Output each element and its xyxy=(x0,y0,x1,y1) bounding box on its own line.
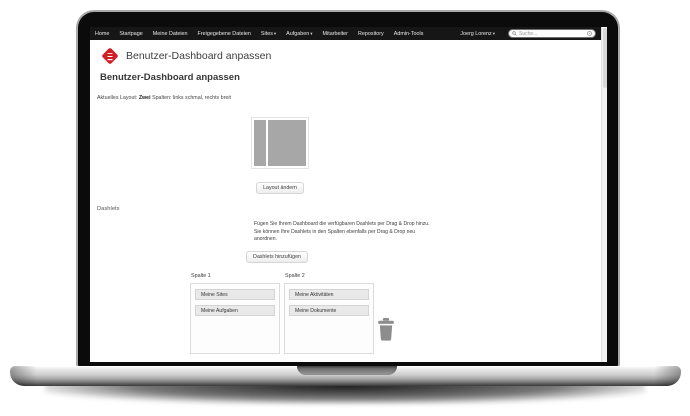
layout-thumb-right-column xyxy=(268,120,306,166)
current-layout-suffix: Spalten: links schmal, rechts breit xyxy=(150,95,231,101)
user-menu[interactable] xyxy=(460,31,495,37)
app-title: Benutzer-Dashboard anpassen xyxy=(126,49,272,62)
current-layout-text xyxy=(97,95,231,101)
app-header xyxy=(90,40,601,71)
app-window xyxy=(90,27,601,362)
nav-item-sites[interactable] xyxy=(261,31,276,37)
dashlets-instructions: Fügen Sie Ihrem Dashboard die verfügbaren Dashlets per Drag & Drop hinzu. Sie können Ihre Dashlets in den Spalten ebenfalls per Drag & Drop neu anordnen. xyxy=(254,221,430,243)
trash-icon[interactable] xyxy=(377,318,395,341)
search-options-icon[interactable] xyxy=(587,31,592,36)
column-1 xyxy=(190,273,280,354)
search-box[interactable] xyxy=(508,29,596,38)
nav-item-aufgaben[interactable] xyxy=(286,31,312,37)
layout-thumb-left-column xyxy=(254,120,266,166)
nav-item-repository[interactable]: Repository xyxy=(357,30,384,37)
dashlets-section-label: Dashlets xyxy=(97,206,120,212)
dashlet-meine-aktivitaeten[interactable]: Meine Aktivitäten xyxy=(289,289,369,300)
nav-item-freigegebene-dateien[interactable]: Freigegebene Dateien xyxy=(197,30,251,37)
laptop-screen xyxy=(90,27,607,362)
dashlet-meine-dokumente[interactable]: Meine Dokumente xyxy=(289,305,369,316)
scrollbar-thumb[interactable] xyxy=(603,28,607,88)
change-layout-button[interactable]: Layout ändern xyxy=(256,182,304,194)
add-dashlets-button[interactable]: Dashlets hinzufügen xyxy=(246,251,308,263)
search-icon xyxy=(512,31,517,36)
laptop-hinge-notch xyxy=(297,366,397,375)
nav-item-label: Aufgaben xyxy=(286,30,310,37)
nav-item-admin-tools[interactable]: Admin-Tools xyxy=(393,30,424,37)
nav-item-startpage[interactable]: Startpage xyxy=(119,30,143,37)
column-1-dropzone[interactable] xyxy=(190,283,280,354)
dashlet-meine-sites[interactable]: Meine Sites xyxy=(195,289,275,300)
nav-item-label: Sites xyxy=(260,30,273,37)
dashboard-columns xyxy=(190,273,374,354)
nav-item-mitarbeiter[interactable]: Mitarbeiter xyxy=(322,30,348,37)
chevron-down-icon: ▾ xyxy=(310,30,313,36)
current-layout-prefix: Aktuelles Layout: xyxy=(97,95,139,101)
layout-thumbnail xyxy=(251,117,309,169)
laptop-frame xyxy=(76,10,620,372)
current-layout-bold: Zwei xyxy=(138,95,151,101)
page-title: Benutzer-Dashboard anpassen xyxy=(100,72,240,83)
page-scrollbar[interactable] xyxy=(601,27,607,362)
top-navbar xyxy=(90,27,601,40)
column-1-title: Spalte 1 xyxy=(191,273,211,279)
nav-item-meine-dateien[interactable]: Meine Dateien xyxy=(152,30,188,37)
chevron-down-icon: ▾ xyxy=(273,30,277,36)
chevron-down-icon: ▾ xyxy=(492,30,495,36)
dashlets-section-content xyxy=(254,221,430,263)
nav-item-home[interactable]: Home xyxy=(95,30,110,37)
brand-logo-icon xyxy=(102,47,119,64)
layout-preview-wrap xyxy=(250,117,310,194)
column-2-dropzone[interactable] xyxy=(284,283,374,354)
laptop-base xyxy=(10,366,681,386)
search-input[interactable] xyxy=(519,31,585,37)
dashlet-meine-aufgaben[interactable]: Meine Aufgaben xyxy=(195,305,275,316)
column-2 xyxy=(284,273,374,354)
column-2-title: Spalte 2 xyxy=(285,273,305,279)
user-menu-label: Joerg Lorenz xyxy=(460,30,492,37)
brand-glyph xyxy=(108,52,113,59)
